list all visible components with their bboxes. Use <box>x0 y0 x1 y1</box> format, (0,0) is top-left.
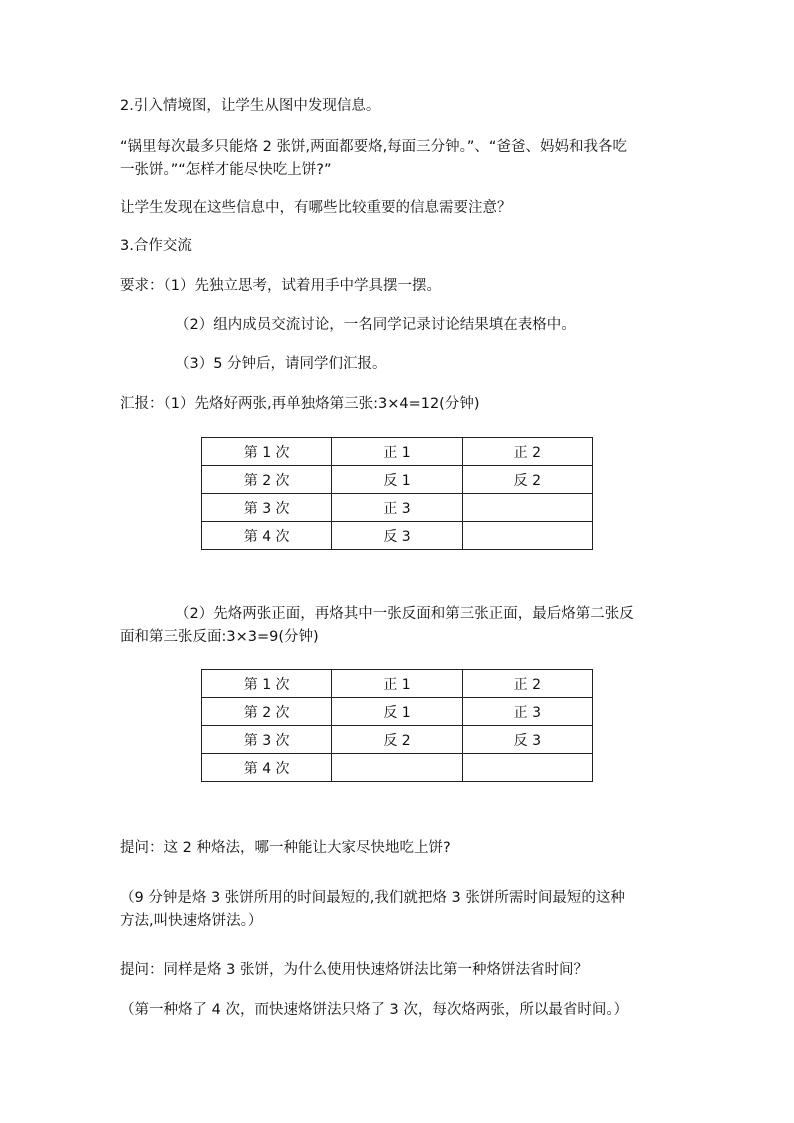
scenario-quote-line2: 一张饼。”“怎样才能尽快吃上饼?” <box>120 162 332 178</box>
answer-1-line2: 方法,叫快速烙饼法。） <box>120 913 263 929</box>
table-row <box>202 754 593 782</box>
table-cell: 反 2 <box>332 726 462 754</box>
method2-table <box>201 669 593 782</box>
table-cell: 正 2 <box>462 438 592 466</box>
section3-heading: 3.合作交流 <box>120 238 192 254</box>
table-row <box>202 438 593 466</box>
table-cell: 正 2 <box>462 670 592 698</box>
question-1: 提问：这 2 种烙法，哪一种能让大家尽快地吃上饼? <box>120 840 451 856</box>
requirement-3: （3）5 分钟后，请同学们汇报。 <box>175 356 387 372</box>
scenario-quote-line1: “锅里每次最多只能烙 2 张饼,两面都要烙,每面三分钟。”、“爸爸、妈妈和我各吃 <box>120 139 627 155</box>
key-info-question: 让学生发现在这些信息中，有哪些比较重要的信息需要注意？ <box>120 200 512 216</box>
report-method-2-line2: 面和第三张反面:3×3=9(分钟) <box>120 629 319 645</box>
table-cell <box>462 754 592 782</box>
table-cell: 反 1 <box>332 466 462 494</box>
table-row <box>202 726 593 754</box>
table-cell: 第 4 次 <box>202 522 332 550</box>
question-2: 提问：同样是烙 3 张饼，为什么使用快速烙饼法比第一种烙饼法省时间？ <box>120 962 588 978</box>
requirement-2: （2）组内成员交流讨论，一名同学记录讨论结果填在表格中。 <box>175 317 576 333</box>
table-cell: 正 3 <box>462 698 592 726</box>
answer-2: （第一种烙了 4 次，而快速烙饼法只烙了 3 次，每次烙两张，所以最省时间。） <box>120 1002 629 1018</box>
section2-heading: 2.引入情境图，让学生从图中发现信息。 <box>120 98 381 114</box>
report-method-1: 汇报：（1）先烙好两张,再单独烙第三张:3×4=12(分钟) <box>120 396 480 412</box>
requirement-1: 要求：（1）先独立思考，试着用手中学具摆一摆。 <box>120 278 441 294</box>
table-cell: 第 1 次 <box>202 670 332 698</box>
table-cell: 反 3 <box>462 726 592 754</box>
table-cell: 正 1 <box>332 670 462 698</box>
method1-table <box>201 437 593 550</box>
table-row <box>202 466 593 494</box>
table-cell <box>332 754 462 782</box>
answer-1-line1: （9 分钟是烙 3 张饼所用的时间最短的,我们就把烙 3 张饼所需时间最短的这种 <box>120 890 625 906</box>
table-cell: 第 1 次 <box>202 438 332 466</box>
report-method-2-line1: （2）先烙两张正面，再烙其中一张反面和第三张正面，最后烙第二张反 <box>175 606 634 622</box>
table-cell: 第 2 次 <box>202 466 332 494</box>
table-cell: 正 1 <box>332 438 462 466</box>
table-cell <box>462 522 592 550</box>
table-cell: 反 1 <box>332 698 462 726</box>
table-cell <box>462 494 592 522</box>
table-cell: 第 3 次 <box>202 494 332 522</box>
table-row <box>202 494 593 522</box>
table-cell: 第 2 次 <box>202 698 332 726</box>
table-cell: 第 4 次 <box>202 754 332 782</box>
table-cell: 正 3 <box>332 494 462 522</box>
table-row <box>202 670 593 698</box>
table-cell: 反 2 <box>462 466 592 494</box>
table-cell: 第 3 次 <box>202 726 332 754</box>
table-row <box>202 698 593 726</box>
table-row <box>202 522 593 550</box>
table-cell: 反 3 <box>332 522 462 550</box>
